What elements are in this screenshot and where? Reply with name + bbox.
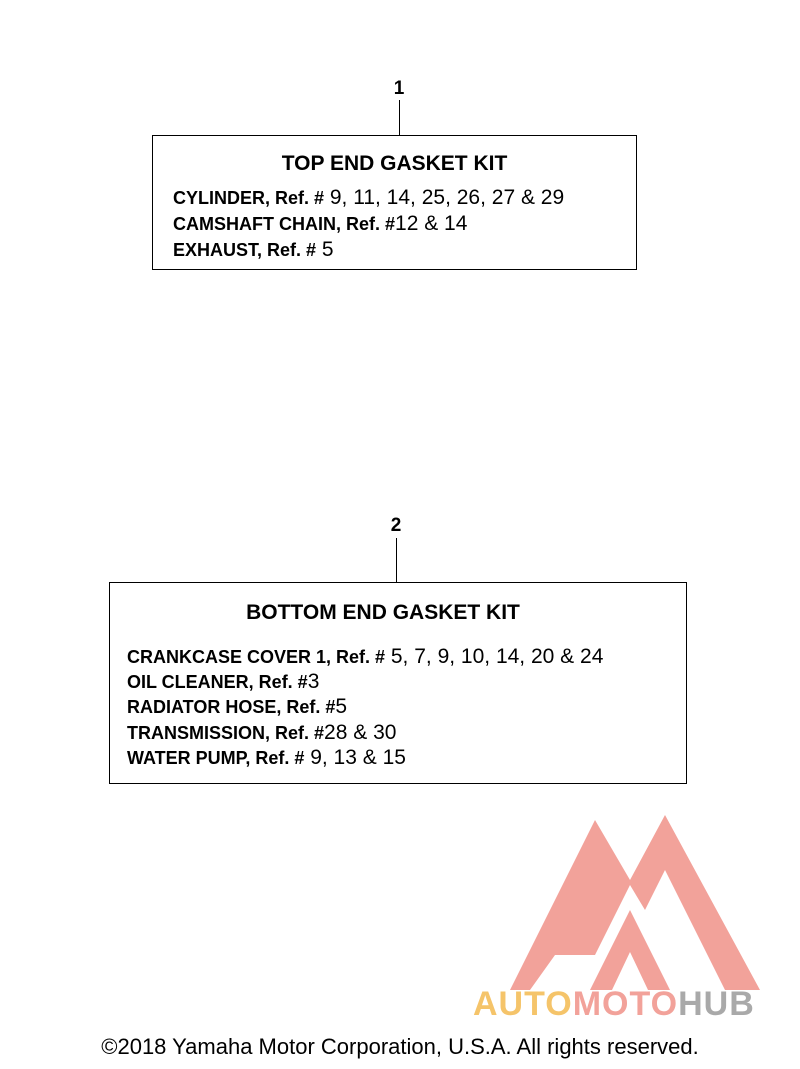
kit-line-refs: 5 — [316, 238, 334, 261]
kit-line-refs: 3 — [307, 670, 320, 693]
kit-line — [127, 695, 347, 719]
kit-title: TOP END GASKET KIT — [281, 152, 508, 175]
kit-line — [127, 746, 406, 770]
kit-line-label: WATER PUMP, Ref. # — [127, 748, 305, 768]
leader-line-1 — [399, 100, 400, 136]
kit-title: BOTTOM END GASKET KIT — [246, 601, 520, 624]
copyright-notice: ©2018 Yamaha Motor Corporation, U.S.A. All rights reserved. — [101, 1034, 699, 1059]
watermark-auto: AUTO — [473, 985, 573, 1023]
kit-line-refs: 28 & 30 — [324, 721, 397, 744]
kit-line-label: CRANKCASE COVER 1, Ref. # — [127, 647, 386, 667]
watermark-hub: HUB — [678, 985, 755, 1023]
kit-line-label: TRANSMISSION, Ref. # — [127, 723, 325, 743]
callout-1: 1 — [393, 78, 405, 99]
watermark-moto: MOTO — [572, 985, 679, 1023]
kit-line-refs: 9, 11, 14, 25, 26, 27 & 29 — [324, 186, 565, 209]
leader-line-2 — [396, 538, 397, 583]
kit-line — [127, 721, 396, 745]
kit-line-refs: 5, 7, 9, 10, 14, 20 & 24 — [385, 645, 604, 668]
kit-line-refs: 5 — [335, 695, 348, 718]
kit-line-refs: 9, 13 & 15 — [304, 746, 406, 769]
bottom-end-gasket-kit-box — [109, 582, 687, 784]
kit-line-label: RADIATOR HOSE, Ref. # — [127, 697, 336, 717]
kit-line — [173, 238, 334, 262]
kit-line-label: CAMSHAFT CHAIN, Ref. # — [173, 214, 396, 234]
kit-line-label: EXHAUST, Ref. # — [173, 240, 317, 260]
kit-line — [127, 670, 319, 694]
watermark-text — [473, 985, 793, 1024]
kit-line-label: OIL CLEANER, Ref. # — [127, 672, 308, 692]
callout-2: 2 — [390, 515, 402, 536]
kit-line-label: CYLINDER, Ref. # — [173, 188, 325, 208]
kit-line — [127, 645, 603, 669]
kit-line — [173, 186, 564, 210]
kit-line — [173, 212, 467, 236]
kit-line-refs: 12 & 14 — [395, 212, 468, 235]
top-end-gasket-kit-box — [152, 135, 637, 270]
